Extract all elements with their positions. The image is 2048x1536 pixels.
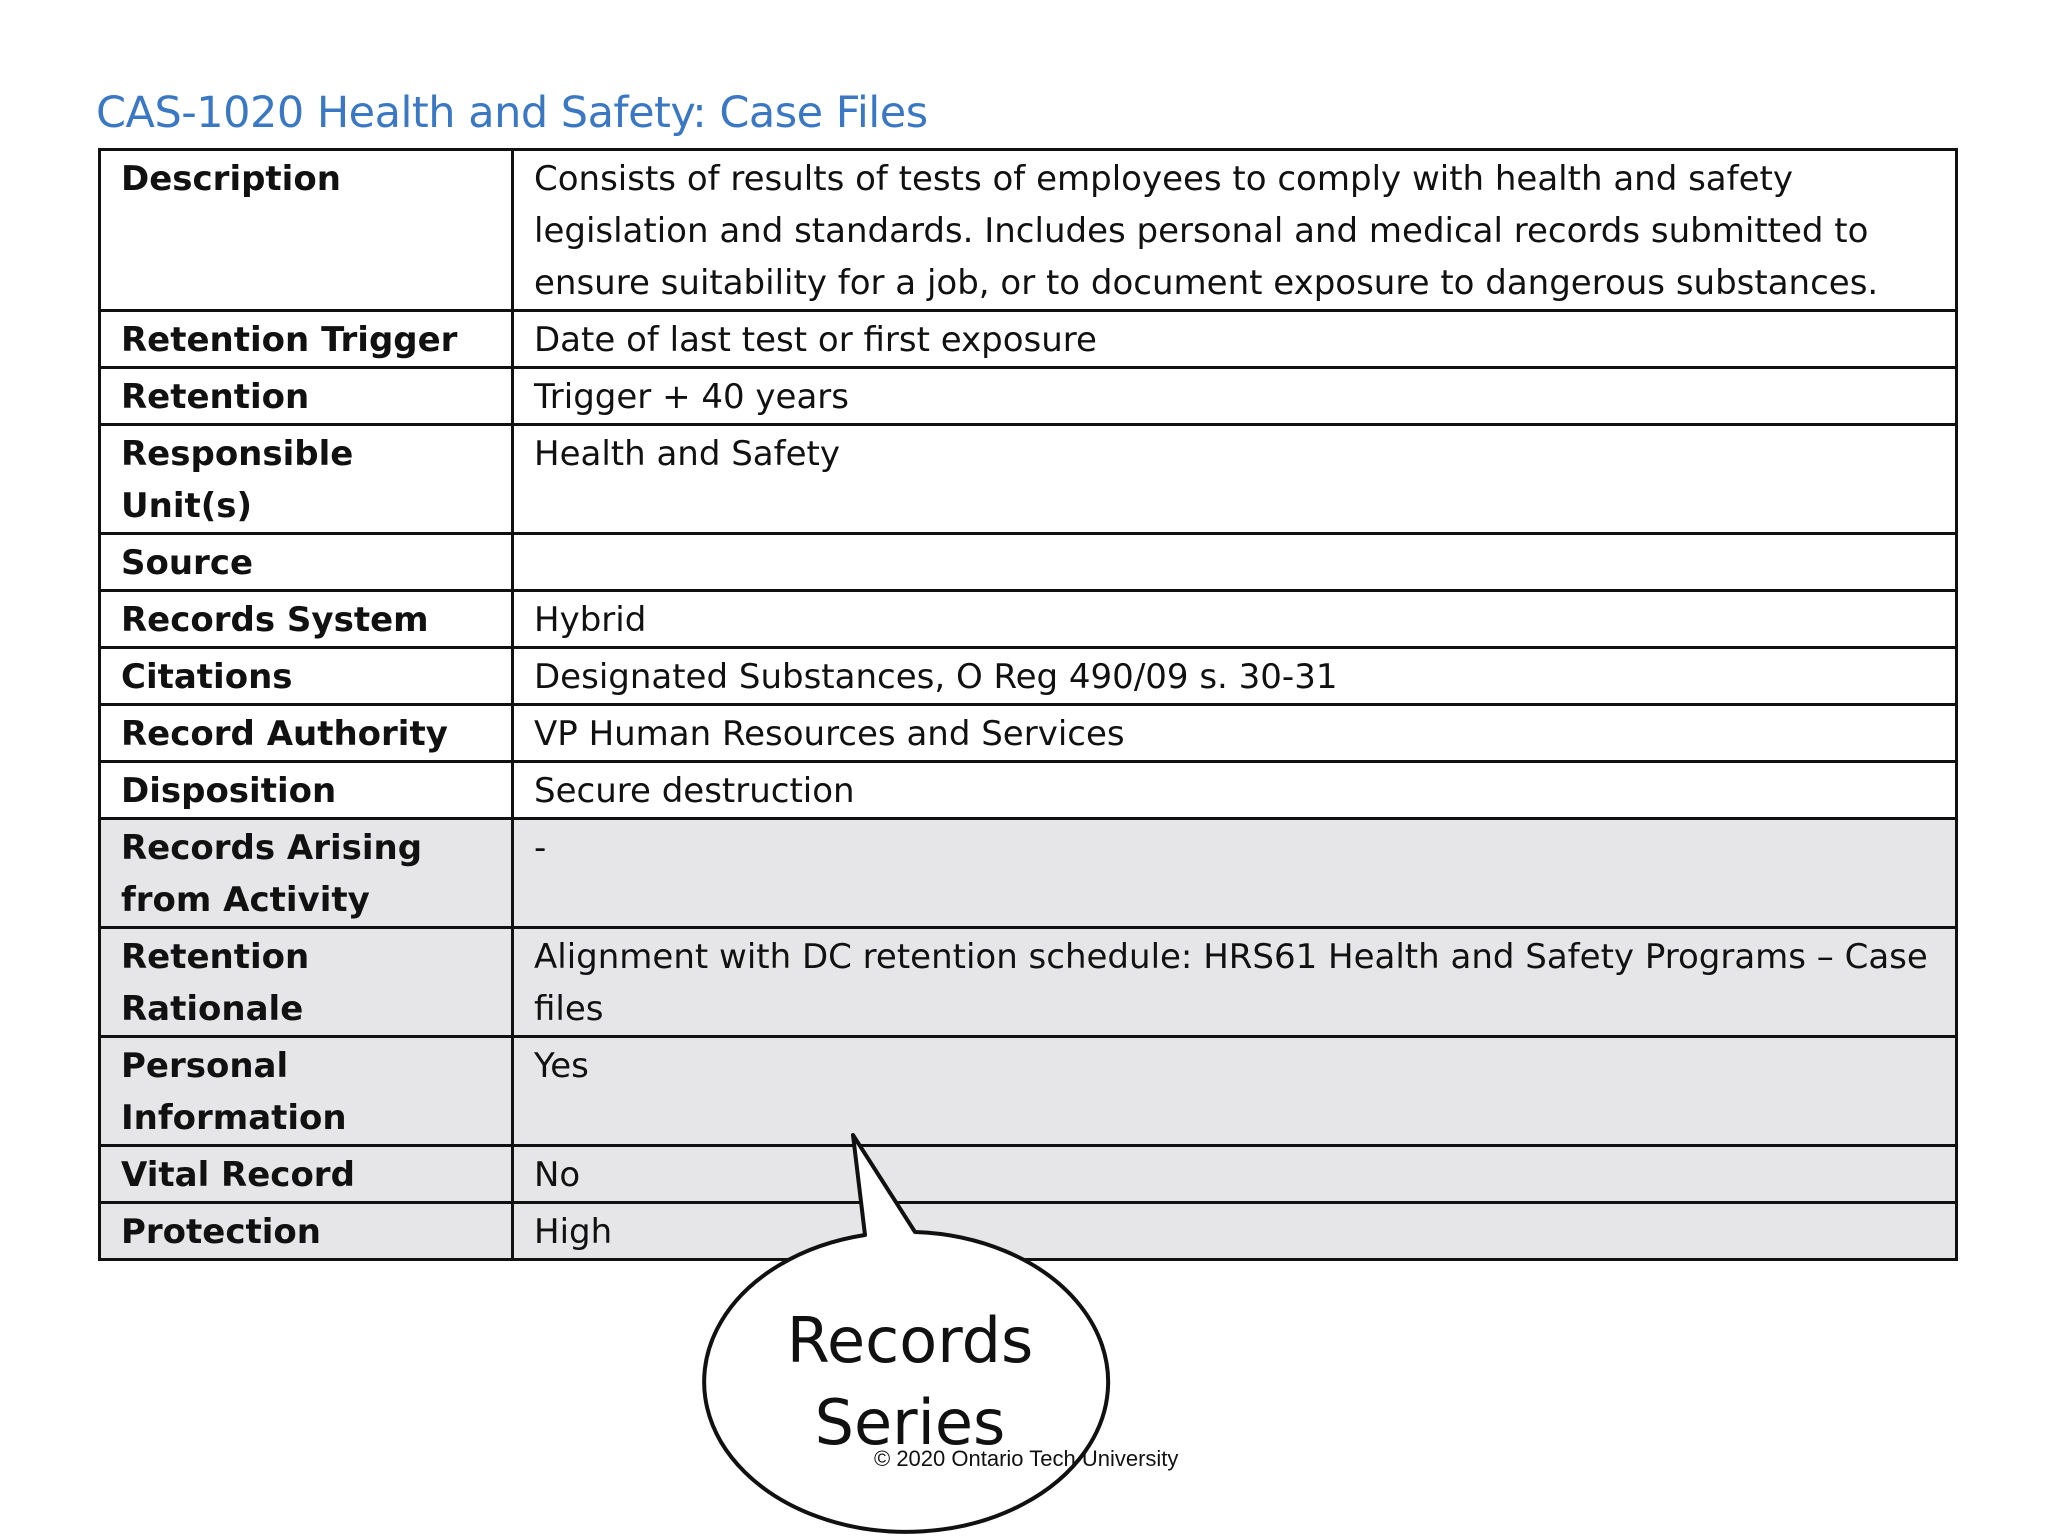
table-row [100, 150, 1957, 311]
table-row [100, 591, 1957, 648]
row-label: Description [100, 150, 513, 311]
records-series-table [98, 148, 1958, 1261]
table-row [100, 534, 1957, 591]
row-label: Citations [100, 648, 513, 705]
row-value: VP Human Resources and Services [513, 705, 1957, 762]
row-value: Secure destruction [513, 762, 1957, 819]
row-value: Designated Substances, O Reg 490/09 s. 30-31 [513, 648, 1957, 705]
row-value: Consists of results of tests of employees to comply with health and safety legislation and standards. Includes personal and medical records submitted to ensure suitability for a job, or to document exposure to dangerous substances. [513, 150, 1957, 311]
row-label: Vital Record [100, 1146, 513, 1203]
table-row [100, 425, 1957, 534]
row-label: Records Arising from Activity [100, 819, 513, 928]
table-row [100, 368, 1957, 425]
table-row [100, 311, 1957, 368]
row-value: Trigger + 40 years [513, 368, 1957, 425]
row-label: Retention [100, 368, 513, 425]
row-value: Date of last test or first exposure [513, 311, 1957, 368]
row-label: Protection [100, 1203, 513, 1260]
row-label: Record Authority [100, 705, 513, 762]
callout-line: Series [814, 1386, 1006, 1459]
row-value [513, 534, 1957, 591]
document-title: CAS-1020 Health and Safety: Case Files [96, 88, 928, 138]
table-row [100, 819, 1957, 928]
row-value: Hybrid [513, 591, 1957, 648]
row-value: Health and Safety [513, 425, 1957, 534]
row-label: Responsible Unit(s) [100, 425, 513, 534]
table-row [100, 705, 1957, 762]
row-label: Retention Rationale [100, 928, 513, 1037]
row-value: Alignment with DC retention schedule: HRS61 Health and Safety Programs – Case files [513, 928, 1957, 1037]
row-label: Retention Trigger [100, 311, 513, 368]
row-label: Personal Information [100, 1037, 513, 1146]
row-label: Disposition [100, 762, 513, 819]
row-value: No [513, 1146, 1957, 1203]
row-label: Records System [100, 591, 513, 648]
callout-text [690, 1300, 1130, 1464]
row-value: High [513, 1203, 1957, 1260]
copyright-notice: © 2020 Ontario Tech University [874, 1446, 1179, 1471]
table-row [100, 648, 1957, 705]
row-value: Yes [513, 1037, 1957, 1146]
callout-line: Records [786, 1304, 1034, 1377]
table-row [100, 928, 1957, 1037]
row-label: Source [100, 534, 513, 591]
table-row [100, 762, 1957, 819]
row-value: - [513, 819, 1957, 928]
